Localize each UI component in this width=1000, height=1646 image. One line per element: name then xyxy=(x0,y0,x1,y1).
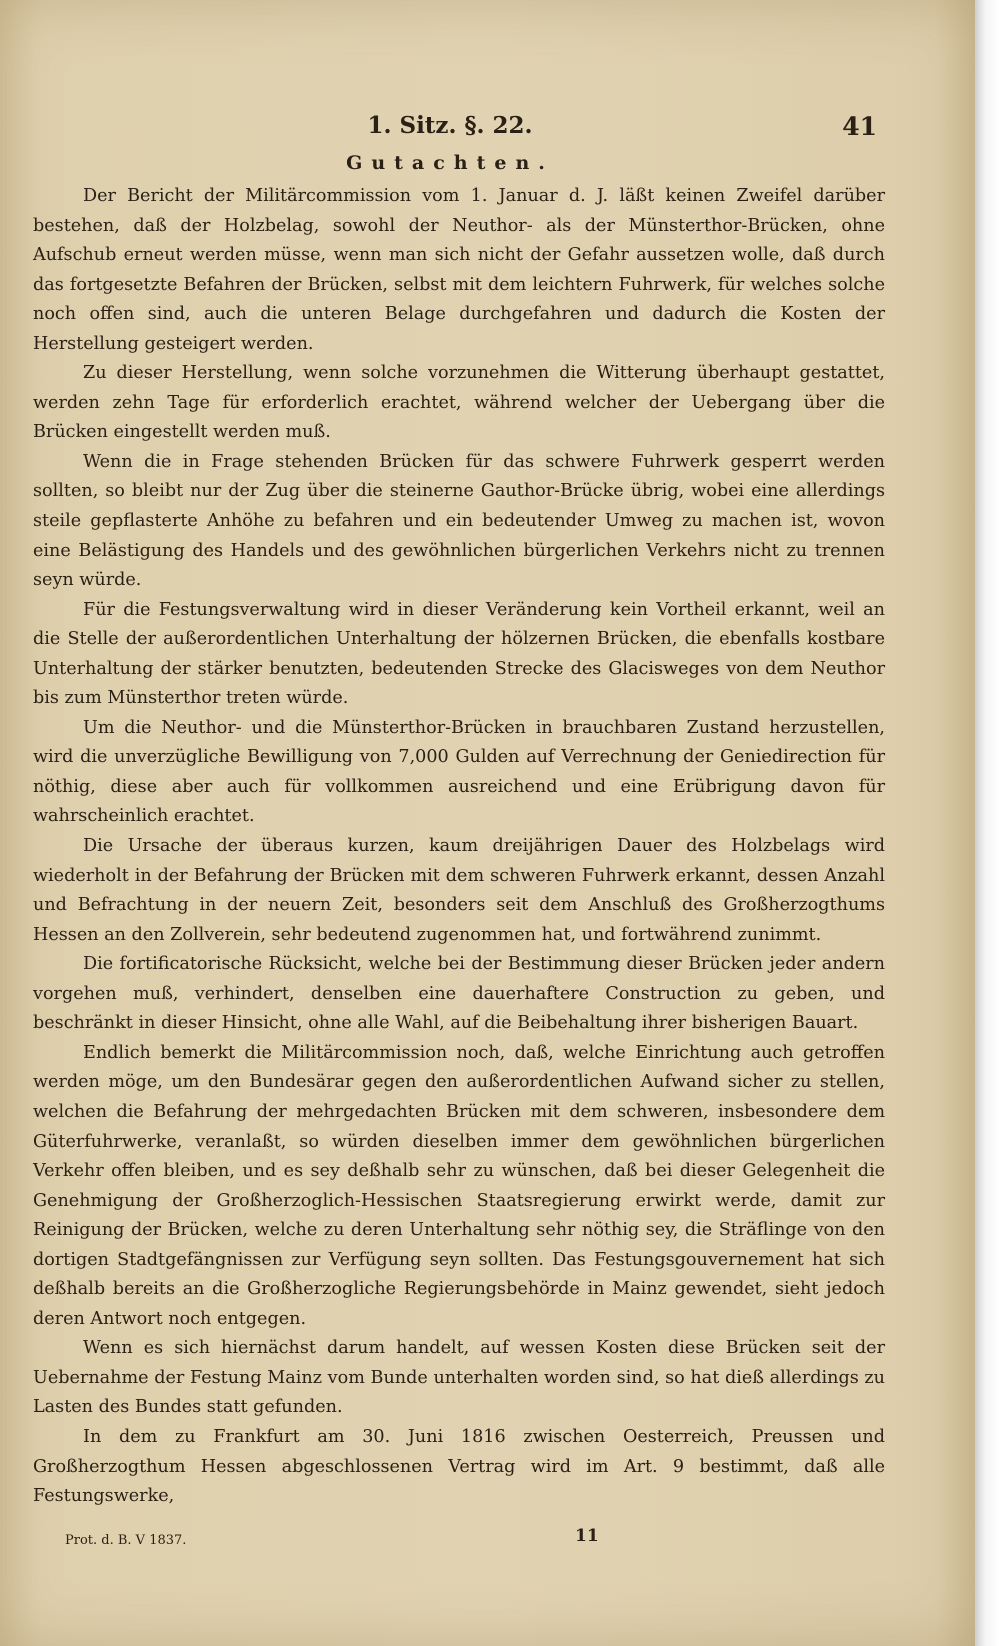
page-number: 41 xyxy=(842,112,877,141)
paragraph: Um die Neuthor- und die Münsterthor-Brücken in brauchbaren Zustand herzustellen, wird die unverzügliche Bewilligung von 7,000 Gulden auf Verrechnung der Geniedirection für nöthig, diese aber auch für vollkommen ausreichend und eine Erübrigung davon für wahrscheinlich erachtet. xyxy=(33,717,885,827)
paragraph: Die Ursache der überaus kurzen, kaum dreijährigen Dauer des Holzbelags wird wiederholt in der Befahrung der Brücken mit dem schweren Fuhrwerk erkannt, dessen Anzahl und Befrachtung in der neuern Zeit, besonders seit dem Anschluß des Großherzogthums Hessen an den Zollverein, sehr bedeutend zugenommen hat, und fortwährend zunimmt. xyxy=(33,836,885,945)
document-body xyxy=(33,182,885,1512)
paragraph: In dem zu Frankfurt am 30. Juni 1816 zwischen Oesterreich, Preussen und Großherzogthum Hessen abgeschlossenen Vertrag wird im Art. 9 bestimmt, daß alle Festungswerke, xyxy=(33,1426,885,1507)
paragraph: Endlich bemerkt die Militärcommission noch, daß, welche Einrichtung auch getroffen werden möge, um den Bundesärar gegen den außerordentlichen Aufwand sicher zu stellen, welchen die Befahrung der mehrgedachten Brücken mit dem schweren, insbesondere dem Güterfuhrwerke, veranlaßt, so würden dieselben immer dem gewöhnlichen bürgerlichen Verkehr offen bleiben, und es sey deßhalb sehr zu wünschen, daß bei dieser Gelegenheit die Genehmigung der Großherzoglich-Hessischen Staatsregierung erwirkt werde, damit zur Reinigung der Brücken, welche zu deren Unterhaltung sehr nöthig sey, die Sträflinge von den dortigen Stadtgefängnissen zur Verfügung seyn sollten. Das Festungsgouvernement hat sich deßhalb bereits an die Großherzogliche Regierungsbehörde in Mainz gewendet, sieht jedoch deren Antwort noch entgegen. xyxy=(33,1042,885,1329)
paragraph: Zu dieser Herstellung, wenn solche vorzunehmen die Witterung überhaupt gestattet, werden zehn Tage für erforderlich erachtet, während welcher der Uebergang über die Brücken eingestellt werden muß. xyxy=(33,363,885,443)
paragraph: Die fortificatorische Rücksicht, welche bei der Bestimmung dieser Brücken jeder andern vorgehen muß, verhindert, denselben eine dauerhaftere Construction zu geben, und beschränkt in dieser Hinsicht, ohne alle Wahl, auf die Beibehaltung ihrer bisherigen Bauart. xyxy=(33,954,885,1034)
paragraph: Für die Festungsverwaltung wird in dieser Veränderung kein Vortheil erkannt, weil an die Stelle der außerordentlichen Unterhaltung der hölzernen Brücken, die ebenfalls kostbare Unterhaltung der stärker benutzten, bedeutenden Strecke des Glacisweges von dem Neuthor bis zum Münsterthor treten würde. xyxy=(33,599,885,709)
document-title: Gutachten. xyxy=(346,152,554,174)
paragraph: Wenn es sich hiernächst darum handelt, auf wessen Kosten diese Brücken seit der Uebernahme der Festung Mainz vom Bunde unterhalten worden sind, so hat dieß allerdings zu Lasten des Bundes statt gefunden. xyxy=(33,1338,885,1418)
signature-mark: 11 xyxy=(575,1526,599,1546)
paragraph: Der Bericht der Militärcommission vom 1. Januar d. J. läßt keinen Zweifel darüber bestehen, daß der Holzbelag, sowohl der Neuthor- als der Münsterthor-Brücken, ohne Aufschub erneut werden müsse, wenn man sich nicht der Gefahr aussetzen wolle, daß durch das fortgesetzte Befahren der Brücken, selbst mit dem leichtern Fuhrwerk, für welches solche noch offen sind, auch die unteren Belage durchgefahren und dadurch die Kosten der Herstellung gesteigert werden. xyxy=(33,186,885,354)
paragraph: Wenn die in Frage stehenden Brücken für das schwere Fuhrwerk gesperrt werden sollten, so bleibt nur der Zug über die steinerne Gauthor-Brücke übrig, wobei eine allerdings steile gepflasterte Anhöhe zu befahren und ein bedeutender Umweg zu machen ist, wovon eine Belästigung des Handels und des gewöhnlichen bürgerlichen Verkehrs nicht zu trennen seyn würde. xyxy=(33,451,885,591)
running-head: 1. Sitz. §. 22. xyxy=(367,112,533,139)
footer-reference: Prot. d. B. V 1837. xyxy=(65,1533,187,1548)
scan-edge xyxy=(975,0,1000,1646)
page-header xyxy=(33,108,877,141)
